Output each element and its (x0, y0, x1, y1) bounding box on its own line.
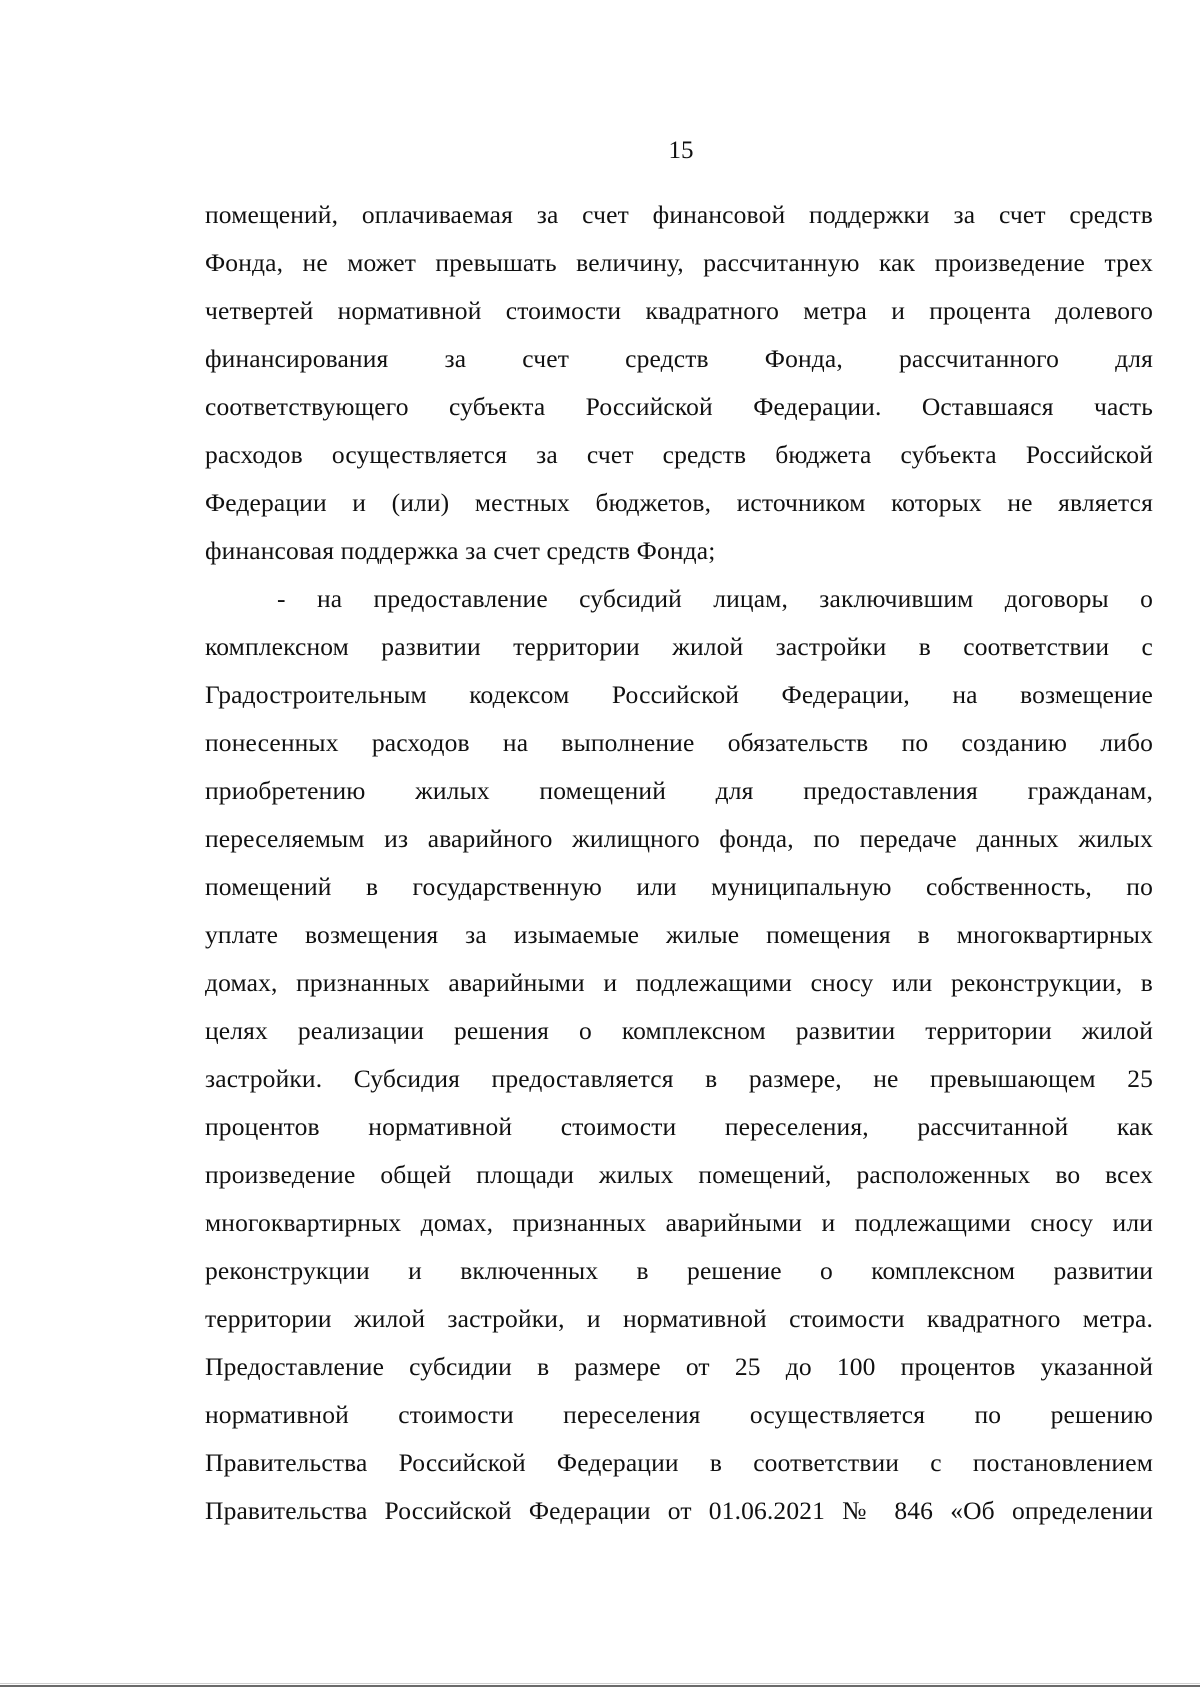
paragraph-financing-limit (205, 191, 1153, 575)
text-line: комплексном развитии территории жилой застройки в соответствии с (205, 632, 1153, 661)
text-line: понесенных расходов на выполнение обязательств по созданию либо (205, 728, 1153, 757)
document-body (205, 191, 1153, 1535)
text-line: четвертей нормативной стоимости квадратного метра и процента долевого (205, 296, 1153, 325)
page-number: 15 (668, 137, 694, 164)
paragraph-subsidies (205, 575, 1153, 1535)
text-line: Фонда, не может превышать величину, рассчитанную как произведение трех (205, 248, 1153, 277)
text-line: соответствующего субъекта Российской Федерации. Оставшаяся часть (205, 392, 1153, 421)
text-line: Правительства Российской Федерации в соответствии с постановлением (205, 1448, 1153, 1477)
text-line: Предоставление субсидии в размере от 25 до 100 процентов указанной (205, 1352, 1153, 1381)
text-line: - на предоставление субсидий лицам, заключившим договоры о (277, 584, 1153, 613)
text-line: Федерации и (или) местных бюджетов, источником которых не является (205, 488, 1153, 517)
text-line: территории жилой застройки, и нормативной стоимости квадратного метра. (205, 1304, 1153, 1333)
scan-bottom-edge (0, 1685, 1200, 1687)
text-line: Правительства Российской Федерации от 01.06.2021 № 846 «Об определении (205, 1496, 1153, 1525)
text-line: застройки. Субсидия предоставляется в размере, не превышающем 25 (205, 1064, 1153, 1093)
text-line: нормативной стоимости переселения осуществляется по решению (205, 1400, 1153, 1429)
text-line: реконструкции и включенных в решение о комплексном развитии (205, 1256, 1153, 1285)
scan-edge-shadow (0, 1683, 1200, 1684)
text-line: приобретению жилых помещений для предоставления гражданам, (205, 776, 1153, 805)
text-line: помещений, оплачиваемая за счет финансовой поддержки за счет средств (205, 200, 1153, 229)
text-line: помещений в государственную или муниципальную собственность, по (205, 872, 1153, 901)
text-line: целях реализации решения о комплексном развитии территории жилой (205, 1016, 1153, 1045)
text-line: переселяемым из аварийного жилищного фонда, по передаче данных жилых (205, 824, 1153, 853)
text-line: произведение общей площади жилых помещений, расположенных во всех (205, 1160, 1153, 1189)
text-line: домах, признанных аварийными и подлежащими сносу или реконструкции, в (205, 968, 1153, 997)
text-line: процентов нормативной стоимости переселения, рассчитанной как (205, 1112, 1153, 1141)
text-line: многоквартирных домах, признанных аварийными и подлежащими сносу или (205, 1208, 1153, 1237)
text-line: финансовая поддержка за счет средств Фонда; (205, 536, 716, 565)
text-line: расходов осуществляется за счет средств бюджета субъекта Российской (205, 440, 1153, 469)
text-line: финансирования за счет средств Фонда, рассчитанного для (205, 344, 1153, 373)
text-line: уплате возмещения за изымаемые жилые помещения в многоквартирных (205, 920, 1153, 949)
text-line: Градостроительным кодексом Российской Федерации, на возмещение (205, 680, 1153, 709)
